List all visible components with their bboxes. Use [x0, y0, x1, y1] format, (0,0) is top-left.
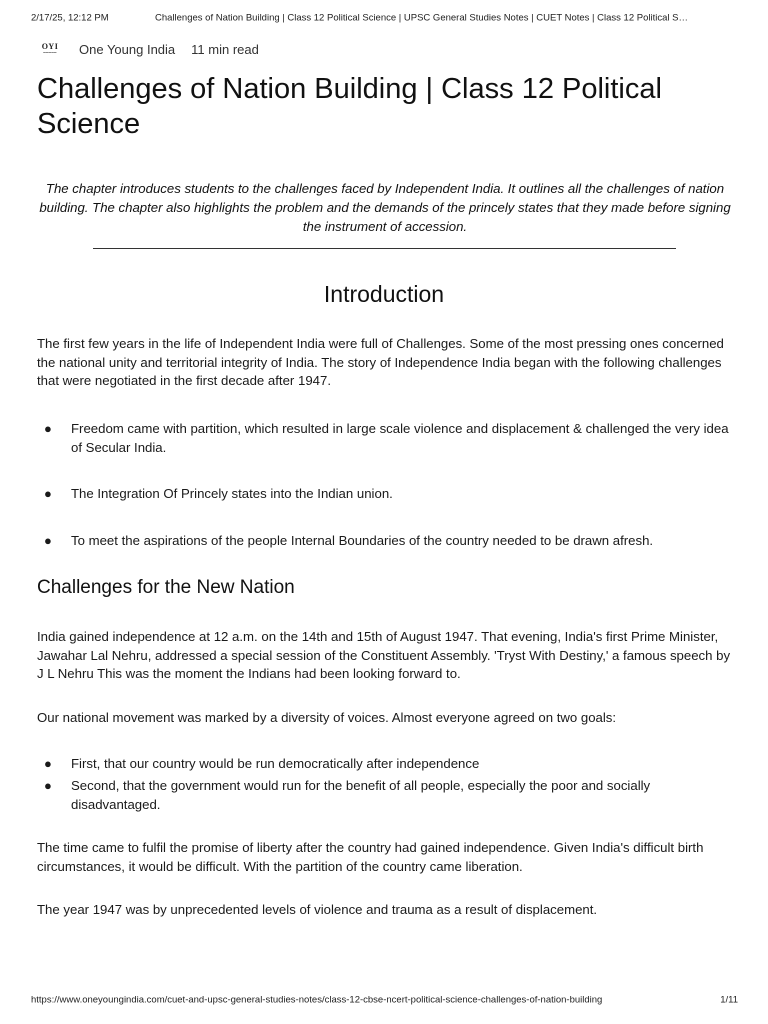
print-page-title: Challenges of Nation Building | Class 12 Political Science | UPSC General Studies Notes | CUET Notes | Class 12 Political S…	[155, 12, 688, 24]
bullet-icon: ●	[44, 533, 52, 548]
list-item-text: First, that our country would be run democratically after independence	[71, 756, 480, 771]
list-item-text: Second, that the government would run for the benefit of all people, especially the poor and socially disadvantaged.	[71, 778, 651, 812]
print-footer	[0, 990, 768, 1010]
logo-rule: ━━━━━	[43, 50, 57, 55]
print-timestamp: 2/17/25, 12:12 PM	[31, 12, 109, 24]
logo-text: OYI	[41, 42, 59, 51]
bullet-icon: ●	[44, 756, 52, 771]
intro-paragraph: The first few years in the life of Independent India were full of Challenges. Some of the most pressing ones concerned the national unity and territorial integrity of India. The story of Independence India began with the following challenges that were negotiated in the first decade after 1947.	[37, 336, 724, 388]
list-item-text: The Integration Of Princely states into the Indian union.	[71, 486, 393, 501]
section-divider	[93, 248, 676, 249]
author-link[interactable]: One Young India	[79, 41, 176, 57]
publisher-logo[interactable]	[37, 42, 63, 56]
bullet-icon: ●	[44, 778, 52, 793]
section-paragraph: The time came to fulfil the promise of liberty after the country had gained independence. Given India's difficult birth circumstances, it would be difficult. With the partition of the country came liberation.	[37, 840, 704, 874]
section-paragraph: The year 1947 was by unprecedented levels of violence and trauma as a result of displacement.	[37, 902, 598, 917]
section-paragraph: Our national movement was marked by a diversity of voices. Almost everyone agreed on two goals:	[37, 710, 617, 725]
list-item-text: To meet the aspirations of the people Internal Boundaries of the country needed to be drawn afresh.	[71, 533, 654, 548]
list-item	[40, 755, 730, 774]
print-header	[0, 0, 768, 22]
article-meta	[37, 40, 259, 58]
list-item	[40, 485, 730, 504]
bullet-icon: ●	[44, 486, 52, 501]
list-item	[40, 420, 730, 457]
bullet-icon: ●	[44, 421, 52, 436]
list-item	[40, 777, 730, 814]
list-item-text: Freedom came with partition, which resulted in large scale violence and displacement & challenged the very idea of Secular India.	[71, 421, 729, 455]
article-abstract: The chapter introduces students to the challenges faced by Independent India. It outlines all the challenges of nation building. The chapter also highlights the problem and the demands of the princely states that they made before signing the instrument of accession.	[39, 181, 731, 234]
list-item	[40, 532, 730, 551]
article-title: Challenges of Nation Building | Class 12 Political Science	[37, 73, 662, 140]
challenges-heading: Challenges for the New Nation	[37, 577, 295, 598]
section-paragraph: India gained independence at 12 a.m. on the 14th and 15th of August 1947. That evening, India's first Prime Minister, Jawahar Lal Nehru, addressed a special session of the Constituent Assembly. 'Tryst With Destiny,' a famous speech by J L Nehru This was the moment the Indians had been looking forward to.	[37, 629, 731, 681]
page-number: 1/11	[720, 994, 738, 1006]
read-time: 11 min read	[191, 41, 259, 57]
introduction-heading: Introduction	[323, 281, 445, 307]
page-url: https://www.oneyoungindia.com/cuet-and-upsc-general-studies-notes/class-12-cbse-ncert-political-science-challenges-of-nation-building	[31, 994, 603, 1006]
